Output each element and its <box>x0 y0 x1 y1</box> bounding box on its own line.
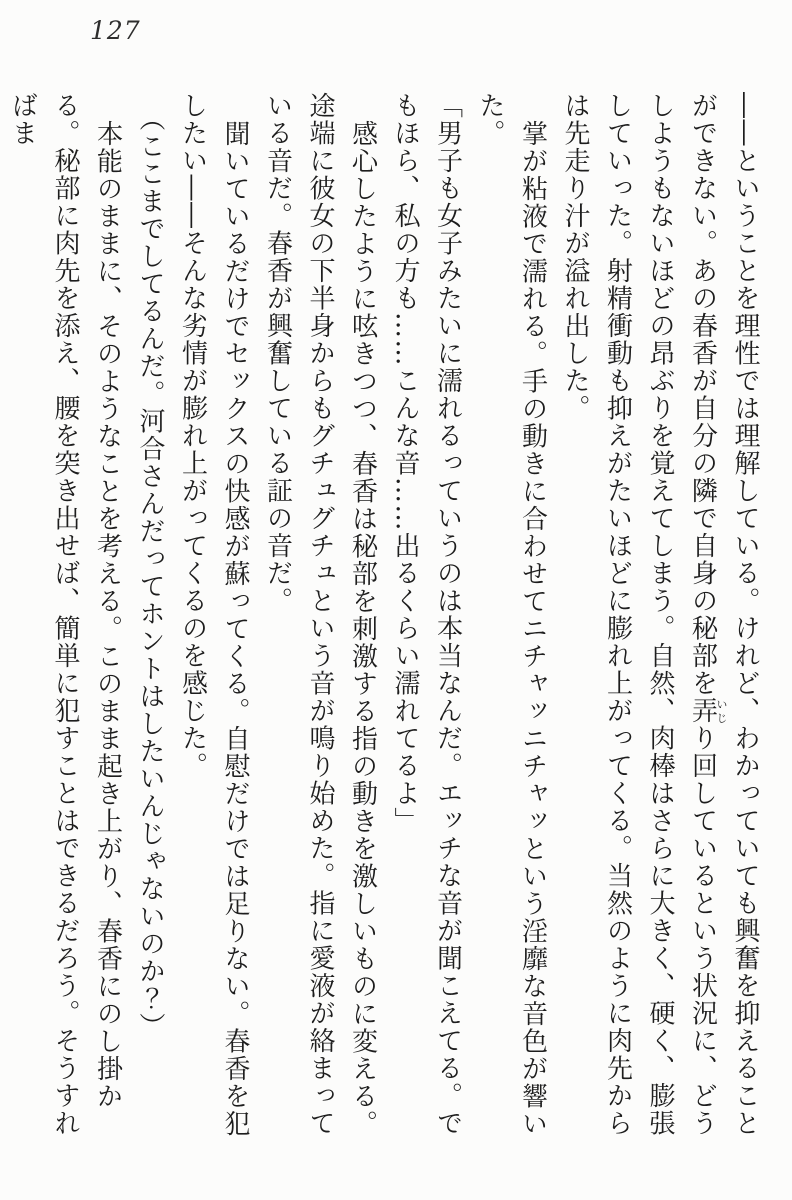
page-number: 127 <box>90 16 141 45</box>
paragraph: 「男子も女子みたいに濡れるっていうのは本当なんだ。エッチな音が聞こえてる。でもほら、私の方も……こんな音……出るくらい濡れてるよ」 <box>390 92 463 1137</box>
paragraph: 聞いているだけでセックスの快感が蘇ってくる。自慰だけでは足りない。春香を犯したい――そんな劣情が膨れ上がってくるのを感じた。 <box>177 92 250 1137</box>
paragraph: ――ということを理性では理解している。けれど、わかっていても興奮を抑えることができない。あの春香が自分の隣で自身の秘部を弄いじり回しているという状況に、どうしようもないほどの昂ぶりを覚えてしまう。自然、肉棒はさらに大きく、硬く、膨張していった。射精衝動も抑えがたいほどに膨れ上がってくる。当然のように肉先からは先走り汁が溢れ出した。 <box>560 92 760 1137</box>
paragraph: 本能のままに、そのようなことを考える。このまま起き上がり、春香にのし掛かる。秘部に肉先を添え、腰を突き出せば、簡単に犯すことはできるだろう。そうすればま <box>7 92 123 1137</box>
paragraph: 掌が粘液で濡れる。手の動きに合わせてニチャッニチャッという淫靡な音色が響いた。 <box>475 92 548 1137</box>
page-text <box>1 92 766 1140</box>
paragraph: （ここまでしてるんだ。河合さんだってホントはしたいんじゃないのか？） <box>135 105 165 1040</box>
paragraph: 感心したように呟きつつ、春香は秘部を刺激する指の動きを激しいものに変える。途端に彼女の下半身からもグチュグチュという音が鳴り始めた。指に愛液が絡まっている音だ。春香が興奮している証の音だ。 <box>262 92 378 1137</box>
ruby-annotated-word: 弄いじ <box>687 697 728 725</box>
